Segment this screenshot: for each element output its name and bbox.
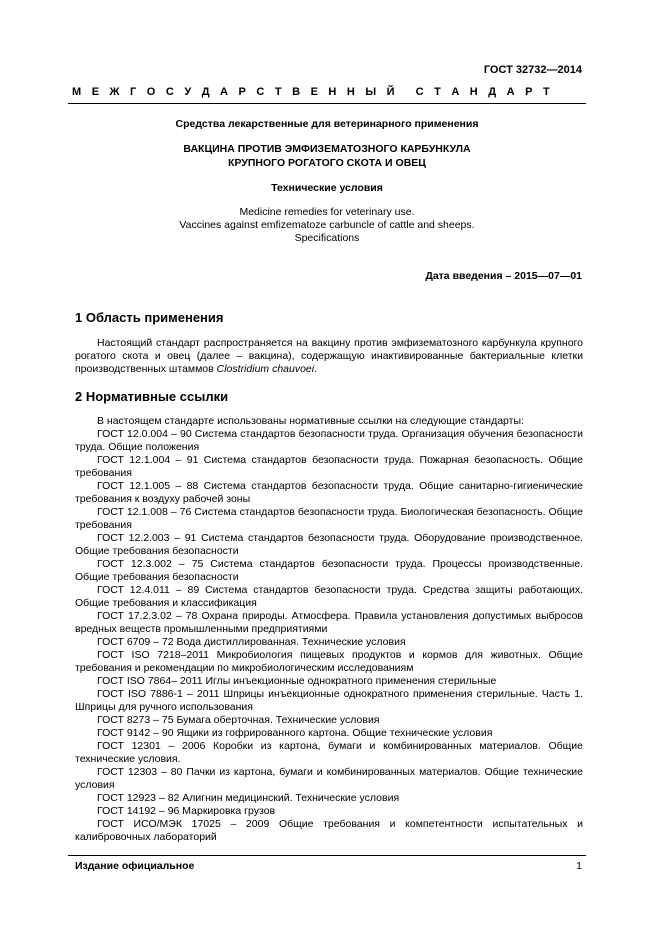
reference-item: ГОСТ 12.1.008 – 76 Система стандартов безопасности труда. Биологическая безопасность. Общие требования [75, 506, 583, 531]
banner-letter: Д [201, 86, 210, 98]
reference-item: ГОСТ 9142 – 90 Ящики из гофрированного картона. Общие технические условия [97, 727, 493, 739]
section-1-text: Настоящий стандарт распространяется на вакцину против эмфизематозного карбункула крупного рогатого скота и овец (далее – вакцина), содержащую инактивированные бактериальные клетки производственных штаммов [75, 337, 583, 375]
banner-letter: Р [238, 86, 246, 98]
reference-item: ГОСТ 12.1.004 – 91 Система стандартов безопасности труда. Пожарная безопасность. Общие требования [75, 454, 583, 479]
english-title [68, 206, 586, 245]
banner-letter: А [220, 86, 228, 98]
banner-letter: Т [434, 86, 441, 98]
banner-letter: А [451, 86, 460, 98]
main-title-line-1: ВАКЦИНА ПРОТИВ ЭМФИЗЕМАТОЗНОГО КАРБУНКУЛА [183, 143, 471, 155]
reference-item: ГОСТ 12.0.004 – 90 Система стандартов безопасности труда. Организация обучения безопасности труда. Общие положения [75, 428, 583, 453]
english-title-line-2: Vaccines against emfizematoze carbuncle of cattle and sheeps. [179, 219, 475, 231]
banner-letter: У [184, 86, 192, 98]
reference-item: ГОСТ 12923 – 82 Алигнин медицинский. Технические условия [97, 792, 400, 804]
banner-letter: Е [310, 86, 318, 98]
english-title-line-1: Medicine remedies for veterinary use. [239, 206, 415, 218]
references-intro: В настоящем стандарте использованы нормативные ссылки на следующие стандарты: [97, 415, 524, 427]
section-1-paragraph [75, 337, 583, 376]
banner-letter: Ж [109, 86, 120, 98]
banner-letter: Н [328, 86, 337, 98]
section-1-text-end: . [314, 363, 318, 375]
reference-item: ГОСТ ISO 7864– 2011 Иглы инъекционные однократного применения стерильные [97, 675, 497, 687]
reference-item: ГОСТ ИСО/МЭК 17025 – 2009 Общие требования и компетентности испытательных и калибровочных лабораторий [75, 818, 583, 843]
page-number: 1 [576, 860, 582, 872]
banner-letter: В [292, 86, 301, 98]
references-list [75, 415, 583, 844]
section-2-heading: 2 Нормативные ссылки [75, 389, 229, 404]
reference-item: ГОСТ 17.2.3.02 – 78 Охрана природы. Атмосфера. Правила установления допустимых выбросов вредных веществ промышленными предприятиями [75, 610, 583, 635]
standard-designation: ГОСТ 32732—2014 [483, 64, 582, 76]
banner-letter: Н [469, 86, 478, 98]
banner-letter: С [165, 86, 174, 98]
main-title-line-2: КРУПНОГО РОГАТОГО СКОТА И ОВЕЦ [228, 157, 426, 169]
banner-letter: Ы [365, 86, 377, 98]
banner-letter: Г [130, 86, 137, 98]
banner-letter: Р [525, 86, 533, 98]
strain-name: Clostridium chauvoei [216, 363, 315, 375]
banner-letter: С [256, 86, 265, 98]
section-1-heading: 1 Область применения [75, 310, 224, 325]
reference-item: ГОСТ 12303 – 80 Пачки из картона, бумаги и комбинированных материалов. Общие технические условия [75, 766, 583, 791]
reference-item: ГОСТ ISO 7218–2011 Микробиология пищевых продуктов и кормов для животных. Общие требования и рекомендации по микробиологическим исследованиям [75, 649, 583, 674]
banner-letter: Й [386, 86, 395, 98]
banner-letter: С [415, 86, 424, 98]
english-title-line-3: Specifications [294, 232, 360, 244]
footer-rule [68, 855, 586, 856]
banner-letter: А [506, 86, 515, 98]
interstate-standard-banner [72, 86, 550, 98]
reference-item: ГОСТ 14192 – 96 Маркировка грузов [97, 805, 276, 817]
reference-item: ГОСТ 12301 – 2006 Коробки из картона, бумаги и комбинированных материалов. Общие технические условия. [75, 740, 583, 765]
banner-letter: О [146, 86, 156, 98]
reference-item: ГОСТ 8273 – 75 Бумага оберточная. Технические условия [97, 714, 380, 726]
main-title [68, 142, 586, 170]
reference-item: ГОСТ 12.2.003 – 91 Система стандартов безопасности труда. Оборудование производственное. Общие требования безопасности [75, 532, 583, 557]
introduction-date: Дата введения – 2015—07—01 [425, 270, 582, 282]
subtitle: Технические условия [271, 182, 383, 194]
header-rule [68, 103, 586, 104]
reference-item: ГОСТ ISO 7886-1 – 2011 Шприцы инъекционные однократного применения стерильные. Часть 1. Шприцы для ручного использования [75, 688, 583, 713]
banner-letter: Д [488, 86, 497, 98]
category-title: Средства лекарственные для ветеринарного применения [175, 118, 479, 130]
reference-item: ГОСТ 12.3.002 – 75 Система стандартов безопасности труда. Процессы производственные. Общие требования безопасности [75, 558, 583, 583]
banner-letter: Е [91, 86, 100, 98]
banner-letter: М [72, 86, 82, 98]
banner-letter: Н [346, 86, 355, 98]
banner-letter: Т [274, 86, 282, 98]
reference-item: ГОСТ 6709 – 72 Вода дистиллированная. Технические условия [97, 636, 406, 648]
reference-item: ГОСТ 12.1.005 – 88 Система стандартов безопасности труда. Общие санитарно-гигиенические требования к воздуху рабочей зоны [75, 480, 583, 505]
reference-item: ГОСТ 12.4.011 – 89 Система стандартов безопасности труда. Средства защиты работающих. Общие требования и классификация [75, 584, 583, 609]
banner-letter: Т [542, 86, 550, 98]
official-edition-label: Издание официальное [75, 860, 195, 872]
